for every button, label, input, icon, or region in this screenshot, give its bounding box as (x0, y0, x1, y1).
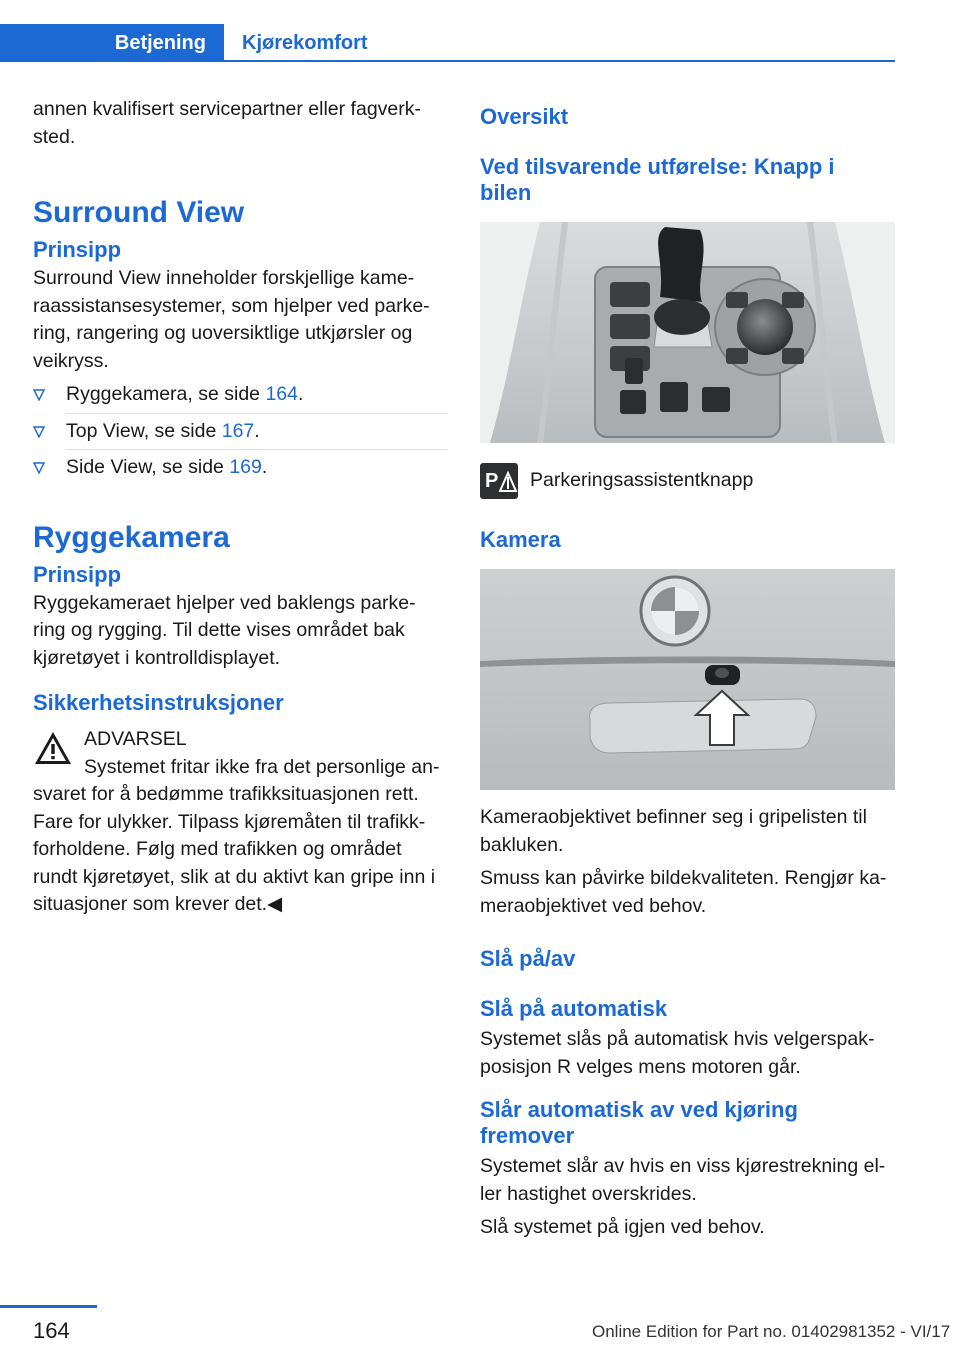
edition-text: Online Edition for Part no. 01402981352 - VI/17 (592, 1322, 951, 1341)
tab-betjening[interactable]: Betjening (0, 24, 224, 62)
bullet-text: Side View, se side (66, 456, 230, 478)
center-console-illustration (480, 222, 895, 443)
oversikt-heading: Oversikt (480, 104, 569, 129)
right-column (480, 96, 895, 1242)
kamera-text-1: Kameraobjektivet befinner seg i gripelisten til bakluken. (480, 806, 867, 856)
bullet-text: Ryggekamera, se side (66, 383, 266, 405)
auto-off-text: Systemet slår av hvis en viss kjørestrekning el- ler hastighet overskrides. (480, 1155, 886, 1205)
bullet-text: Top View, se side (66, 419, 222, 442)
list-item (33, 418, 447, 451)
warning-triangle-icon (33, 730, 73, 766)
warning-label: ADVARSEL (84, 728, 187, 750)
triangle-bullet-icon (33, 426, 45, 438)
gear-selector-image (480, 222, 895, 443)
list-item (33, 454, 447, 482)
warning-line-1: Systemet fritar ikke fra det personlige an- (84, 755, 440, 778)
camera-location-image (480, 569, 895, 790)
header-bar (0, 0, 895, 62)
triangle-bullet-icon (33, 462, 45, 474)
list-divider (66, 449, 447, 450)
list-divider (66, 413, 447, 414)
ryggekamera-title: Ryggekamera (33, 520, 230, 554)
surround-view-title: Surround View (33, 196, 245, 229)
footer-rule (0, 1305, 97, 1308)
list-item (33, 381, 447, 414)
surround-text: Surround View inneholder forskjellige kame- raassistansesystemer, som hjelper ved parke- ring, rangering og uoversiktlige utkjørsler og veikryss. (33, 267, 430, 372)
auto-on-text: Systemet slås på automatisk hvis velgerspak- posisjon R velges mens motoren går. (480, 1028, 875, 1078)
intro-text: annen kvalifisert servicepartner eller fagverk- sted. (33, 98, 422, 148)
page-link[interactable]: 164 (265, 383, 298, 405)
surround-bullet-list (33, 381, 447, 482)
surround-prinsipp-heading: Prinsipp (33, 237, 122, 262)
onoff-heading: Slå på/av (480, 946, 576, 971)
triangle-bullet-icon (33, 389, 45, 401)
page-link[interactable]: 167 (221, 419, 255, 442)
auto-off-heading: Slår automatisk av ved kjøring fremover (480, 1097, 798, 1148)
tailgate-camera-illustration (480, 569, 895, 790)
parking-assist-icon (480, 463, 518, 499)
auto-on-heading: Slå på automatisk (480, 996, 668, 1021)
warning-block (33, 726, 447, 919)
safety-heading: Sikkerhetsinstruksjoner (33, 690, 284, 715)
again-text: Slå systemet på igjen ved behov. (480, 1216, 765, 1238)
bullet-end: . (261, 456, 268, 478)
page-number: 164 (33, 1318, 70, 1343)
tab-kjorekomfort[interactable]: Kjørekomfort (242, 31, 368, 54)
ryggekamera-text: Ryggekameraet hjelper ved baklengs parke- ring og rygging. Til dette vises området bak kjøretøyet i kontrolldisplayet. (33, 591, 416, 669)
warning-text: svaret for å bedømme trafikksituasjonen rett. Fare for ulykker. Tilpass kjøremåten til trafikk- forholdene. Følg med trafikken og området rundt kjøretøyet, slik at du aktivt kan gripe inn i situasjoner som krever det.◀ (33, 783, 436, 915)
variant-heading: Ved tilsvarende utførelse: Knapp i bilen (480, 154, 835, 205)
ryggekamera-prinsipp-heading: Prinsipp (33, 561, 122, 587)
bullet-end: . (297, 383, 304, 405)
park-caption-text: Parkeringsassistentknapp (530, 469, 754, 491)
page-link[interactable]: 169 (229, 456, 262, 478)
bullet-end: . (254, 419, 260, 442)
svg-text:P: P (485, 470, 499, 492)
kamera-heading: Kamera (480, 527, 561, 552)
header-rule (0, 60, 895, 62)
kamera-text-2: Smuss kan påvirke bildekvaliteten. Rengjør ka- meraobjektivet ved behov. (480, 867, 887, 917)
left-column (33, 96, 447, 919)
park-button-caption (480, 463, 895, 499)
